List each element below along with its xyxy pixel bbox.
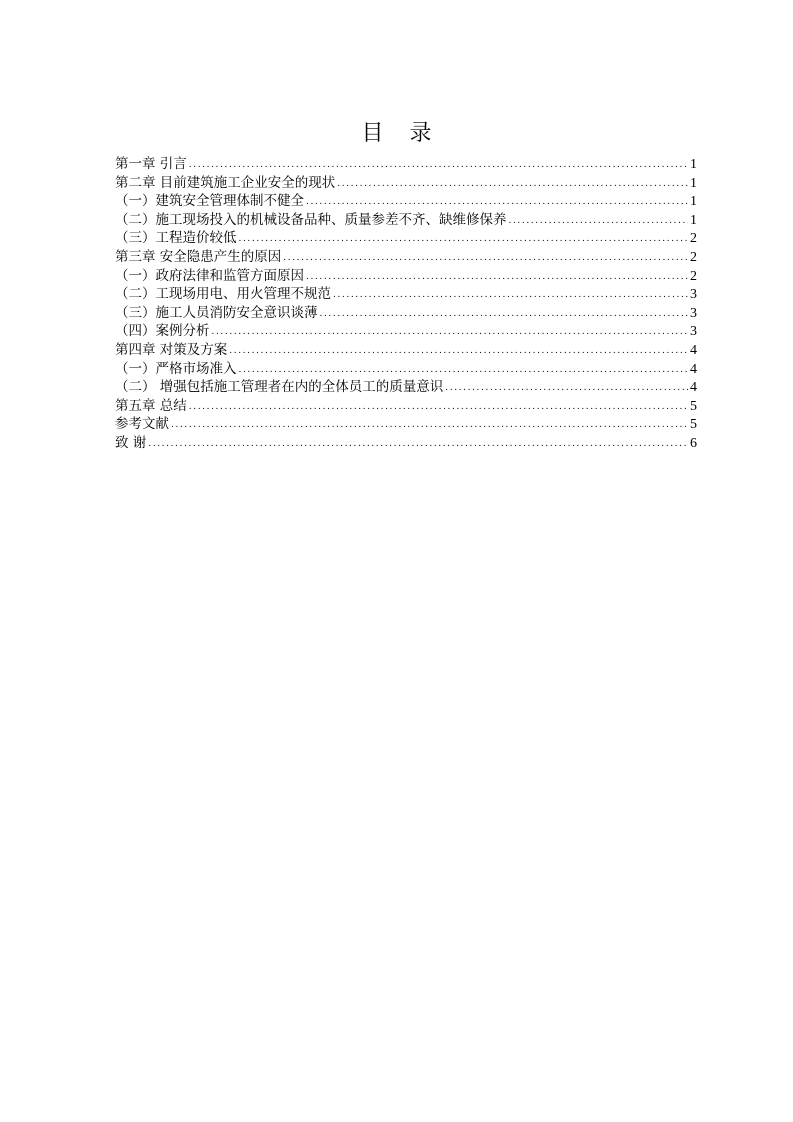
toc-entry-section-2-3[interactable]: [115, 229, 697, 248]
toc-entry-section-3-1[interactable]: [115, 267, 697, 286]
page-title: [0, 118, 793, 150]
toc-entry-page: 1: [690, 175, 697, 191]
table-of-contents: [115, 155, 697, 453]
toc-entry-page: 1: [690, 212, 697, 228]
toc-leader-dots: [189, 156, 688, 175]
toc-entry-page: 2: [690, 249, 697, 265]
toc-entry-section-2-1[interactable]: [115, 192, 697, 211]
toc-leader-dots: [171, 416, 688, 435]
toc-entry-label: （一）政府法律和监管方面原因: [115, 267, 304, 284]
toc-entry-page: 5: [690, 398, 697, 414]
toc-leader-dots: [283, 249, 688, 268]
toc-entry-page: 4: [690, 380, 697, 396]
toc-leader-dots: [306, 193, 688, 212]
toc-entry-page: 4: [690, 342, 697, 358]
toc-entry-section-3-4[interactable]: [115, 322, 697, 341]
toc-entry-page: 4: [690, 361, 697, 377]
toc-entry-chapter-2[interactable]: [115, 174, 697, 193]
toc-entry-page: 3: [690, 287, 697, 303]
toc-leader-dots: [189, 398, 688, 417]
toc-leader-dots: [306, 268, 688, 287]
toc-entry-label: 第三章 安全隐患产生的原因: [115, 248, 282, 265]
toc-leader-dots: [337, 175, 688, 194]
toc-leader-dots: [333, 286, 688, 305]
toc-entry-chapter-1[interactable]: [115, 155, 697, 174]
toc-entry-page: 1: [690, 157, 697, 172]
title-char-1: 目: [361, 121, 384, 146]
toc-entry-label: （一）建筑安全管理体制不健全: [115, 193, 304, 210]
toc-leader-dots: [445, 379, 688, 398]
toc-entry-label: （二）工现场用电、用火管理不规范: [115, 286, 331, 303]
toc-entry-page: 2: [690, 268, 697, 284]
toc-entry-acknowledgements[interactable]: [115, 434, 697, 453]
toc-entry-label: （一）严格市场准入: [115, 360, 237, 377]
toc-entry-section-4-2[interactable]: [115, 378, 697, 397]
toc-entry-label: （三）施工人员消防安全意识谈薄: [115, 304, 318, 321]
title-char-2: 录: [409, 121, 432, 146]
toc-entry-label: （二）施工现场投入的机械设备品种、质量参差不齐、缺维修保养: [115, 211, 507, 228]
toc-entry-label: 第一章 引言: [115, 156, 187, 172]
toc-leader-dots: [229, 342, 688, 361]
toc-entry-references[interactable]: [115, 415, 697, 434]
toc-entry-label: （二） 增强包括施工管理者在内的全体员工的质量意识: [115, 379, 444, 396]
toc-leader-dots: [148, 435, 688, 454]
toc-leader-dots: [212, 323, 689, 342]
toc-entry-label: 第二章 目前建筑施工企业安全的现状: [115, 174, 336, 191]
toc-entry-chapter-5[interactable]: [115, 397, 697, 416]
toc-entry-label: （四）案例分析: [115, 323, 210, 340]
toc-entry-page: 2: [690, 231, 697, 247]
toc-entry-page: 5: [690, 417, 697, 433]
toc-entry-chapter-4[interactable]: [115, 341, 697, 360]
toc-entry-page: 1: [690, 194, 697, 210]
toc-entry-section-3-2[interactable]: [115, 285, 697, 304]
toc-entry-label: 第四章 对策及方案: [115, 341, 228, 358]
toc-entry-label: 致 谢: [115, 434, 147, 451]
toc-leader-dots: [320, 305, 689, 324]
toc-leader-dots: [509, 212, 689, 231]
toc-entry-page: 3: [690, 324, 697, 340]
toc-entry-page: 6: [690, 435, 697, 451]
toc-entry-chapter-3[interactable]: [115, 248, 697, 267]
toc-entry-section-3-3[interactable]: [115, 304, 697, 323]
toc-entry-section-4-1[interactable]: [115, 360, 697, 379]
toc-entry-label: 第五章 总结: [115, 397, 187, 414]
toc-entry-page: 3: [690, 305, 697, 321]
toc-leader-dots: [239, 230, 689, 249]
toc-entry-section-2-2[interactable]: [115, 211, 697, 230]
toc-leader-dots: [239, 361, 689, 380]
toc-entry-label: 参考文献: [115, 416, 169, 433]
toc-entry-label: （三）工程造价较低: [115, 230, 237, 247]
